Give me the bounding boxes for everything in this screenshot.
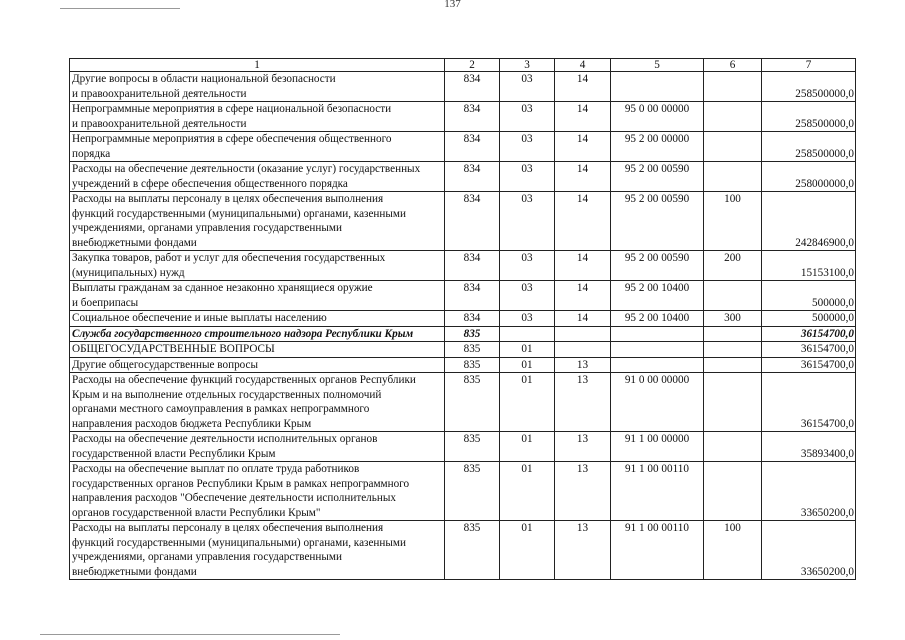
table-row — [70, 432, 856, 462]
subsection-cell: 14 — [555, 311, 611, 327]
header-cell: 6 — [704, 59, 762, 72]
target-article-cell: 95 0 00 00000 — [611, 102, 704, 132]
row-name-cell: Расходы на обеспечение деятельности (оказание услуг) государственных учреждений в сфере обеспечения общественного порядка — [70, 162, 445, 192]
expense-type-cell — [704, 72, 762, 102]
table-row — [70, 192, 856, 251]
header-cell: 4 — [555, 59, 611, 72]
table-row — [70, 132, 856, 162]
table-row — [70, 326, 856, 342]
subsection-cell: 14 — [555, 162, 611, 192]
header-cell: 5 — [611, 59, 704, 72]
expense-type-cell — [704, 132, 762, 162]
subsection-cell: 13 — [555, 521, 611, 580]
target-article-cell: 95 2 00 00000 — [611, 132, 704, 162]
subsection-cell: 13 — [555, 373, 611, 432]
header-row — [70, 59, 856, 72]
section-cell: 01 — [500, 432, 555, 462]
amount-cell: 258000000,0 — [762, 162, 856, 192]
row-name-cell: Расходы на обеспечение выплат по оплате труда работников государственных органов Республики Крым в рамках непрограммного направления расходов "Обеспечение деятельности исполнительных органов государственной власти Республики Крым" — [70, 462, 445, 521]
target-article-cell — [611, 326, 704, 342]
section-cell: 03 — [500, 192, 555, 251]
grbs-cell: 834 — [445, 132, 500, 162]
expense-type-cell: 100 — [704, 521, 762, 580]
scan-artifact-bottom — [40, 634, 340, 635]
table-row — [70, 251, 856, 281]
row-name-cell: Расходы на выплаты персоналу в целях обеспечения выполнения функций государственными (муниципальными) органами, казенными учреждениями, органами управления государственными внебюджетными фондами — [70, 521, 445, 580]
grbs-cell: 835 — [445, 357, 500, 373]
amount-cell: 36154700,0 — [762, 342, 856, 358]
subsection-cell: 14 — [555, 102, 611, 132]
amount-cell: 258500000,0 — [762, 132, 856, 162]
table-row — [70, 521, 856, 580]
grbs-cell: 835 — [445, 342, 500, 358]
section-cell: 03 — [500, 162, 555, 192]
target-article-cell — [611, 72, 704, 102]
table-row — [70, 462, 856, 521]
subsection-cell: 13 — [555, 357, 611, 373]
table-row — [70, 281, 856, 311]
expense-type-cell — [704, 281, 762, 311]
amount-cell: 500000,0 — [762, 311, 856, 327]
grbs-cell: 835 — [445, 326, 500, 342]
grbs-cell: 834 — [445, 311, 500, 327]
subsection-cell: 14 — [555, 192, 611, 251]
expense-type-cell — [704, 373, 762, 432]
amount-cell: 36154700,0 — [762, 357, 856, 373]
expense-type-cell — [704, 326, 762, 342]
subsection-cell: 13 — [555, 462, 611, 521]
subsection-cell: 14 — [555, 281, 611, 311]
grbs-cell: 835 — [445, 462, 500, 521]
expense-type-cell — [704, 162, 762, 192]
row-name-cell: Расходы на выплаты персоналу в целях обеспечения выполнения функций государственными (муниципальными) органами, казенными учреждениями, органами управления государственными внебюджетными фондами — [70, 192, 445, 251]
expense-type-cell — [704, 432, 762, 462]
table-row — [70, 72, 856, 102]
scan-artifact-top — [60, 8, 180, 9]
grbs-cell: 835 — [445, 373, 500, 432]
expense-type-cell — [704, 462, 762, 521]
target-article-cell: 95 2 00 00590 — [611, 162, 704, 192]
expense-type-cell — [704, 357, 762, 373]
target-article-cell: 95 2 00 00590 — [611, 251, 704, 281]
row-name-cell: Социальное обеспечение и иные выплаты населению — [70, 311, 445, 327]
expense-type-cell — [704, 342, 762, 358]
amount-cell: 242846900,0 — [762, 192, 856, 251]
amount-cell: 258500000,0 — [762, 102, 856, 132]
section-cell: 03 — [500, 251, 555, 281]
table-row — [70, 102, 856, 132]
header-cell: 2 — [445, 59, 500, 72]
subsection-cell: 14 — [555, 251, 611, 281]
grbs-cell: 834 — [445, 72, 500, 102]
budget-table — [69, 58, 856, 580]
row-name-cell: Расходы на обеспечение деятельности исполнительных органов государственной власти Республики Крым — [70, 432, 445, 462]
row-name-cell: Другие вопросы в области национальной безопасности и правоохранительной деятельности — [70, 72, 445, 102]
amount-cell: 33650200,0 — [762, 521, 856, 580]
table-row — [70, 162, 856, 192]
target-article-cell: 95 2 00 00590 — [611, 192, 704, 251]
grbs-cell: 834 — [445, 102, 500, 132]
grbs-cell: 835 — [445, 521, 500, 580]
amount-cell: 36154700,0 — [762, 373, 856, 432]
row-name-cell: Служба государственного строительного надзора Республики Крым — [70, 326, 445, 342]
grbs-cell: 834 — [445, 192, 500, 251]
target-article-cell: 91 0 00 00000 — [611, 373, 704, 432]
target-article-cell: 95 2 00 10400 — [611, 311, 704, 327]
target-article-cell: 95 2 00 10400 — [611, 281, 704, 311]
expense-type-cell: 200 — [704, 251, 762, 281]
subsection-cell — [555, 326, 611, 342]
target-article-cell — [611, 342, 704, 358]
section-cell — [500, 326, 555, 342]
row-name-cell: Расходы на обеспечение функций государственных органов Республики Крым и на выполнение отдельных государственных полномочий органами местного самоуправления в рамках непрограммного направления расходов бюджета Республики Крым — [70, 373, 445, 432]
amount-cell: 33650200,0 — [762, 462, 856, 521]
target-article-cell: 91 1 00 00000 — [611, 432, 704, 462]
grbs-cell: 834 — [445, 162, 500, 192]
grbs-cell: 835 — [445, 432, 500, 462]
section-cell: 03 — [500, 132, 555, 162]
amount-cell: 258500000,0 — [762, 72, 856, 102]
header-cell: 7 — [762, 59, 856, 72]
amount-cell: 35893400,0 — [762, 432, 856, 462]
row-name-cell: Выплаты гражданам за сданное незаконно хранящиеся оружие и боеприпасы — [70, 281, 445, 311]
table-row — [70, 311, 856, 327]
row-name-cell: Непрограммные мероприятия в сфере национальной безопасности и правоохранительной деятельности — [70, 102, 445, 132]
target-article-cell: 91 1 00 00110 — [611, 462, 704, 521]
row-name-cell: ОБЩЕГОСУДАРСТВЕННЫЕ ВОПРОСЫ — [70, 342, 445, 358]
table-row — [70, 342, 856, 358]
section-cell: 03 — [500, 311, 555, 327]
section-cell: 01 — [500, 521, 555, 580]
grbs-cell: 834 — [445, 251, 500, 281]
row-name-cell: Непрограммные мероприятия в сфере обеспечения общественного порядка — [70, 132, 445, 162]
section-cell: 01 — [500, 342, 555, 358]
expense-type-cell: 100 — [704, 192, 762, 251]
row-name-cell: Другие общегосударственные вопросы — [70, 357, 445, 373]
section-cell: 03 — [500, 102, 555, 132]
table-row — [70, 373, 856, 432]
grbs-cell: 834 — [445, 281, 500, 311]
row-name-cell: Закупка товаров, работ и услуг для обеспечения государственных (муниципальных) нужд — [70, 251, 445, 281]
subsection-cell: 14 — [555, 72, 611, 102]
expense-type-cell — [704, 102, 762, 132]
amount-cell: 15153100,0 — [762, 251, 856, 281]
section-cell: 03 — [500, 281, 555, 311]
amount-cell: 500000,0 — [762, 281, 856, 311]
table-body — [70, 72, 856, 580]
target-article-cell — [611, 357, 704, 373]
expense-type-cell: 300 — [704, 311, 762, 327]
subsection-cell — [555, 342, 611, 358]
target-article-cell: 91 1 00 00110 — [611, 521, 704, 580]
subsection-cell: 13 — [555, 432, 611, 462]
header-cell: 3 — [500, 59, 555, 72]
page-number: 137 — [444, 0, 461, 10]
section-cell: 03 — [500, 72, 555, 102]
section-cell: 01 — [500, 357, 555, 373]
section-cell: 01 — [500, 373, 555, 432]
table-row — [70, 357, 856, 373]
subsection-cell: 14 — [555, 132, 611, 162]
header-cell: 1 — [70, 59, 445, 72]
section-cell: 01 — [500, 462, 555, 521]
amount-cell: 36154700,0 — [762, 326, 856, 342]
